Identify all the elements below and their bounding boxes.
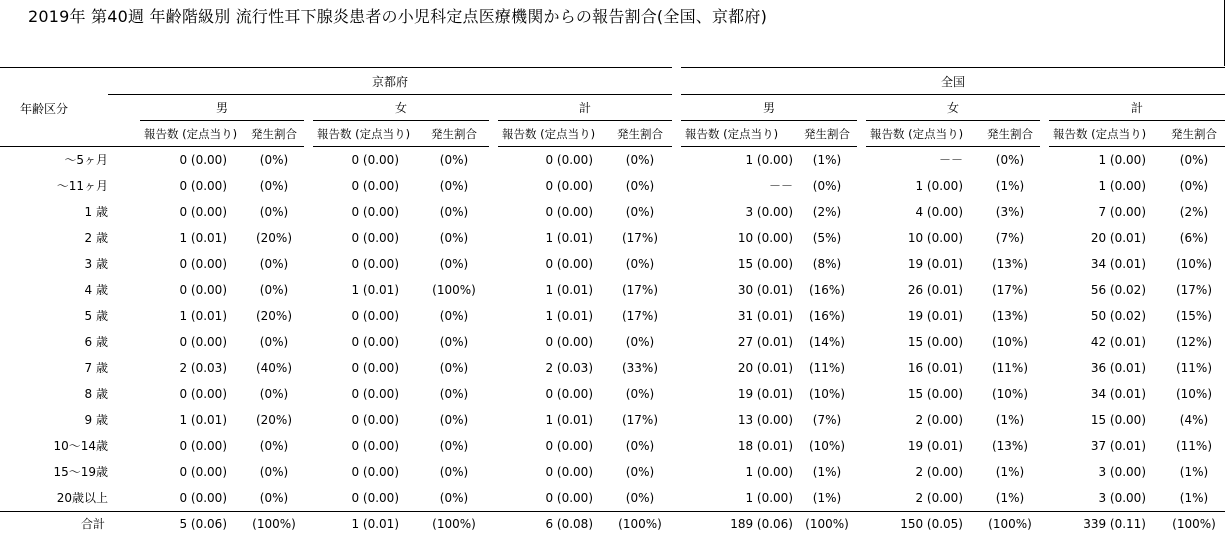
- table-row: [0, 459, 1225, 485]
- table-row: [0, 199, 1225, 225]
- ratio-cell: (0%): [995, 153, 1025, 167]
- ratio-cell: (0%): [439, 309, 469, 323]
- ratio-column-header: 発生割合: [987, 127, 1033, 141]
- report-count-cell: 0 (0.00): [179, 491, 227, 505]
- ratio-cell: (1%): [995, 179, 1025, 193]
- ratio-cell: (11%): [1175, 361, 1213, 375]
- report-count-cell: 10 (0.00): [907, 231, 963, 245]
- ratio-cell: (8%): [812, 257, 842, 271]
- report-count-cell: 3 (0.00): [1098, 491, 1146, 505]
- report-count-cell: 42 (0.01): [1090, 335, 1146, 349]
- ratio-cell: (0%): [259, 179, 289, 193]
- report-count-cell: 6 (0.08): [545, 517, 593, 531]
- report-count-cell: 0 (0.00): [545, 387, 593, 401]
- count-column-header: 報告数 (定点当り): [317, 127, 411, 141]
- region-underline: [108, 94, 672, 95]
- ratio-cell: (17%): [621, 309, 659, 323]
- count-column-header: 報告数 (定点当り): [870, 127, 964, 141]
- report-count-cell: 10 (0.00): [737, 231, 793, 245]
- report-count-cell: 0 (0.00): [351, 387, 399, 401]
- age-label: 15～19歳: [53, 465, 108, 479]
- report-count-cell: 0 (0.00): [351, 179, 399, 193]
- report-count-cell: 0 (0.00): [351, 361, 399, 375]
- report-count-cell: 0 (0.00): [545, 439, 593, 453]
- report-count-cell: 1 (0.01): [545, 413, 593, 427]
- report-count-cell: 1 (0.01): [545, 231, 593, 245]
- ratio-cell: (0%): [439, 387, 469, 401]
- ratio-cell: (0%): [259, 335, 289, 349]
- ratio-cell: (0%): [625, 179, 655, 193]
- report-count-cell: 15 (0.00): [907, 387, 963, 401]
- report-count-cell: 7 (0.00): [1098, 205, 1146, 219]
- ratio-cell: (11%): [808, 361, 846, 375]
- ratio-cell: (17%): [621, 231, 659, 245]
- age-label: 7 歳: [84, 361, 108, 375]
- report-count-cell: 3 (0.00): [1098, 465, 1146, 479]
- ratio-cell: (1%): [812, 465, 842, 479]
- report-count-cell: 0 (0.00): [545, 179, 593, 193]
- ratio-cell: (0%): [259, 439, 289, 453]
- report-count-cell: 19 (0.01): [907, 257, 963, 271]
- ratio-cell: (0%): [439, 231, 469, 245]
- report-count-cell: 0 (0.00): [351, 491, 399, 505]
- ratio-cell: (100%): [618, 517, 662, 531]
- ratio-cell: (15%): [1175, 309, 1213, 323]
- sex-header: 男: [215, 101, 228, 115]
- table-row: [0, 225, 1225, 251]
- report-count-cell: 0 (0.00): [351, 153, 399, 167]
- report-count-cell: 20 (0.01): [1090, 231, 1146, 245]
- table-row: [0, 173, 1225, 199]
- ratio-cell: (3%): [995, 205, 1025, 219]
- report-count-cell: 0 (0.00): [179, 283, 227, 297]
- ratio-cell: (0%): [439, 335, 469, 349]
- ratio-cell: (0%): [259, 257, 289, 271]
- report-count-cell: 1 (0.01): [179, 309, 227, 323]
- ratio-cell: (10%): [991, 335, 1029, 349]
- ratio-cell: (20%): [255, 231, 293, 245]
- table-row: [0, 303, 1225, 329]
- page-title: 2019年 第40週 年齢階級別 流行性耳下腺炎患者の小児科定点医療機関からの報告割合(全国、京都府): [28, 7, 768, 26]
- report-count-cell: 0 (0.00): [179, 335, 227, 349]
- ratio-cell: (100%): [1172, 517, 1216, 531]
- ratio-cell: (0%): [259, 465, 289, 479]
- table-row: [0, 329, 1225, 355]
- report-count-cell: 30 (0.01): [737, 283, 793, 297]
- ratio-cell: (0%): [439, 153, 469, 167]
- report-count-cell: 2 (0.00): [915, 465, 963, 479]
- age-label: 3 歳: [84, 257, 108, 271]
- ratio-cell: (17%): [621, 283, 659, 297]
- ratio-cell: (0%): [259, 153, 289, 167]
- report-count-cell: 18 (0.01): [737, 439, 793, 453]
- count-column-header: 報告数 (定点当り): [1053, 127, 1147, 141]
- ratio-cell: (10%): [808, 439, 846, 453]
- report-count-cell: 0 (0.00): [545, 335, 593, 349]
- ratio-cell: (0%): [812, 179, 842, 193]
- sex-header: 計: [578, 101, 591, 115]
- header-top-rule: [0, 67, 672, 68]
- total-row: [0, 511, 1225, 537]
- sex-underline: [1049, 120, 1225, 121]
- ratio-cell: (0%): [259, 205, 289, 219]
- ratio-cell: (0%): [625, 335, 655, 349]
- report-count-cell: 31 (0.01): [737, 309, 793, 323]
- report-count-cell: 0 (0.00): [545, 465, 593, 479]
- ratio-column-header: 発生割合: [431, 127, 477, 141]
- ratio-cell: (6%): [1179, 231, 1209, 245]
- report-count-cell: 37 (0.01): [1090, 439, 1146, 453]
- header-top-rule: [681, 67, 1225, 68]
- report-count-cell: 0 (0.00): [179, 465, 227, 479]
- age-label: 8 歳: [84, 387, 108, 401]
- report-count-cell: 13 (0.00): [737, 413, 793, 427]
- sex-underline: [140, 120, 304, 121]
- ratio-cell: (7%): [995, 231, 1025, 245]
- report-count-cell: 0 (0.00): [179, 205, 227, 219]
- ratio-cell: (20%): [255, 309, 293, 323]
- ratio-cell: (0%): [625, 257, 655, 271]
- report-count-cell: 1 (0.01): [351, 283, 399, 297]
- ratio-column-header: 発生割合: [251, 127, 297, 141]
- report-count-cell: 1 (0.00): [915, 179, 963, 193]
- report-count-cell: 0 (0.00): [351, 439, 399, 453]
- report-count-cell: 0 (0.00): [179, 387, 227, 401]
- sex-header: 女: [946, 101, 959, 115]
- report-count-cell: 15 (0.00): [737, 257, 793, 271]
- report-count-cell: 15 (0.00): [907, 335, 963, 349]
- report-count-cell: 4 (0.00): [915, 205, 963, 219]
- ratio-cell: (17%): [621, 413, 659, 427]
- age-label: 1 歳: [84, 205, 108, 219]
- report-count-cell: 2 (0.03): [179, 361, 227, 375]
- ratio-cell: (1%): [995, 465, 1025, 479]
- report-count-cell: 1 (0.00): [745, 153, 793, 167]
- ratio-cell: (0%): [625, 387, 655, 401]
- report-count-cell: 0 (0.00): [351, 231, 399, 245]
- report-count-cell: －－: [768, 179, 793, 193]
- table-row: [0, 381, 1225, 407]
- ratio-cell: (100%): [988, 517, 1032, 531]
- ratio-cell: (0%): [439, 205, 469, 219]
- ratio-cell: (1%): [812, 491, 842, 505]
- age-label: 20歳以上: [56, 491, 108, 505]
- report-count-cell: 19 (0.01): [907, 439, 963, 453]
- report-count-cell: 0 (0.00): [351, 257, 399, 271]
- report-count-cell: 16 (0.01): [907, 361, 963, 375]
- sex-header: 計: [1130, 101, 1143, 115]
- ratio-cell: (0%): [439, 439, 469, 453]
- total-top-rule: [0, 511, 1225, 512]
- ratio-column-header: 発生割合: [617, 127, 663, 141]
- ratio-cell: (0%): [439, 179, 469, 193]
- report-count-cell: 1 (0.00): [1098, 153, 1146, 167]
- ratio-cell: (0%): [625, 153, 655, 167]
- table-row: [0, 147, 1225, 173]
- ratio-cell: (4%): [1179, 413, 1209, 427]
- ratio-cell: (1%): [1179, 491, 1209, 505]
- ratio-cell: (20%): [255, 413, 293, 427]
- report-count-cell: 1 (0.00): [1098, 179, 1146, 193]
- report-count-cell: 0 (0.00): [179, 179, 227, 193]
- report-count-cell: 56 (0.02): [1090, 283, 1146, 297]
- count-column-header: 報告数 (定点当り): [502, 127, 596, 141]
- report-count-cell: 2 (0.03): [545, 361, 593, 375]
- sex-header: 女: [394, 101, 407, 115]
- ratio-cell: (0%): [625, 205, 655, 219]
- count-column-header: 報告数 (定点当り): [685, 127, 779, 141]
- report-count-cell: 20 (0.01): [737, 361, 793, 375]
- ratio-cell: (7%): [812, 413, 842, 427]
- ratio-cell: (0%): [439, 257, 469, 271]
- ratio-cell: (0%): [439, 413, 469, 427]
- ratio-cell: (0%): [439, 465, 469, 479]
- report-count-cell: 1 (0.01): [179, 231, 227, 245]
- report-count-cell: 0 (0.00): [351, 465, 399, 479]
- ratio-cell: (2%): [1179, 205, 1209, 219]
- report-count-cell: 0 (0.00): [179, 257, 227, 271]
- report-count-cell: 339 (0.11): [1083, 517, 1146, 531]
- report-count-cell: 26 (0.01): [907, 283, 963, 297]
- report-count-cell: 150 (0.05): [900, 517, 963, 531]
- ratio-cell: (10%): [1175, 387, 1213, 401]
- report-count-cell: 0 (0.00): [351, 413, 399, 427]
- report-count-cell: 19 (0.01): [737, 387, 793, 401]
- ratio-cell: (0%): [1179, 153, 1209, 167]
- ratio-cell: (0%): [625, 465, 655, 479]
- ratio-cell: (13%): [991, 309, 1029, 323]
- ratio-cell: (40%): [255, 361, 293, 375]
- count-column-header: 報告数 (定点当り): [144, 127, 238, 141]
- report-count-cell: 5 (0.06): [179, 517, 227, 531]
- age-label: ～11ヶ月: [56, 179, 108, 193]
- ratio-column-header: 発生割合: [1171, 127, 1217, 141]
- report-count-cell: 0 (0.00): [545, 205, 593, 219]
- report-count-cell: 2 (0.00): [915, 491, 963, 505]
- ratio-cell: (0%): [439, 361, 469, 375]
- ratio-cell: (11%): [1175, 439, 1213, 453]
- ratio-cell: (11%): [991, 361, 1029, 375]
- report-count-cell: 34 (0.01): [1090, 387, 1146, 401]
- sex-underline: [866, 120, 1040, 121]
- sex-header: 男: [762, 101, 775, 115]
- ratio-cell: (0%): [259, 491, 289, 505]
- table-row: [0, 251, 1225, 277]
- ratio-cell: (16%): [808, 309, 846, 323]
- report-count-cell: 1 (0.01): [351, 517, 399, 531]
- ratio-cell: (100%): [432, 283, 476, 297]
- ratio-cell: (33%): [621, 361, 659, 375]
- ratio-cell: (13%): [991, 439, 1029, 453]
- ratio-cell: (14%): [808, 335, 846, 349]
- report-count-cell: －－: [938, 153, 963, 167]
- report-count-cell: 0 (0.00): [545, 153, 593, 167]
- report-count-cell: 1 (0.00): [745, 491, 793, 505]
- age-label: 合計: [80, 517, 105, 531]
- ratio-cell: (1%): [812, 153, 842, 167]
- report-count-cell: 1 (0.01): [545, 283, 593, 297]
- report-count-cell: 0 (0.00): [545, 491, 593, 505]
- report-count-cell: 1 (0.01): [179, 413, 227, 427]
- ratio-cell: (5%): [812, 231, 842, 245]
- report-count-cell: 19 (0.01): [907, 309, 963, 323]
- report-count-cell: 36 (0.01): [1090, 361, 1146, 375]
- ratio-cell: (10%): [991, 387, 1029, 401]
- table-row: [0, 407, 1225, 433]
- region-underline: [681, 94, 1225, 95]
- region-header-kyoto: 京都府: [371, 75, 408, 89]
- report-count-cell: 1 (0.01): [545, 309, 593, 323]
- ratio-cell: (0%): [625, 439, 655, 453]
- table-row: [0, 485, 1225, 511]
- ratio-cell: (10%): [1175, 257, 1213, 271]
- age-label: 5 歳: [84, 309, 108, 323]
- ratio-cell: (0%): [625, 491, 655, 505]
- report-count-cell: 34 (0.01): [1090, 257, 1146, 271]
- ratio-cell: (1%): [1179, 465, 1209, 479]
- report-count-cell: 1 (0.00): [745, 465, 793, 479]
- report-count-cell: 27 (0.01): [737, 335, 793, 349]
- age-label: 10～14歳: [53, 439, 108, 453]
- report-count-cell: 0 (0.00): [179, 439, 227, 453]
- ratio-cell: (1%): [995, 491, 1025, 505]
- age-column-header: 年齢区分: [20, 102, 69, 116]
- sex-underline: [313, 120, 489, 121]
- table-row: [0, 433, 1225, 459]
- age-label: ～5ヶ月: [64, 153, 108, 167]
- report-count-cell: 2 (0.00): [915, 413, 963, 427]
- report-count-cell: 0 (0.00): [545, 257, 593, 271]
- report-count-cell: 0 (0.00): [351, 309, 399, 323]
- ratio-cell: (0%): [259, 387, 289, 401]
- report-count-cell: 0 (0.00): [179, 153, 227, 167]
- sex-underline: [681, 120, 857, 121]
- table-row: [0, 355, 1225, 381]
- ratio-cell: (17%): [991, 283, 1029, 297]
- report-count-cell: 50 (0.02): [1090, 309, 1146, 323]
- age-label: 2 歳: [84, 231, 108, 245]
- ratio-cell: (16%): [808, 283, 846, 297]
- report-count-cell: 0 (0.00): [351, 205, 399, 219]
- table-row: [0, 277, 1225, 303]
- ratio-cell: (100%): [805, 517, 849, 531]
- sex-underline: [498, 120, 672, 121]
- ratio-cell: (100%): [432, 517, 476, 531]
- report-count-cell: 15 (0.00): [1090, 413, 1146, 427]
- ratio-cell: (13%): [991, 257, 1029, 271]
- age-label: 6 歳: [84, 335, 108, 349]
- ratio-cell: (0%): [1179, 179, 1209, 193]
- age-label: 9 歳: [84, 413, 108, 427]
- age-label: 4 歳: [84, 283, 108, 297]
- ratio-cell: (2%): [812, 205, 842, 219]
- report-count-cell: 189 (0.06): [730, 517, 793, 531]
- region-header-national: 全国: [940, 75, 965, 89]
- ratio-cell: (17%): [1175, 283, 1213, 297]
- report-count-cell: 3 (0.00): [745, 205, 793, 219]
- ratio-cell: (100%): [252, 517, 296, 531]
- report-count-cell: 0 (0.00): [351, 335, 399, 349]
- ratio-cell: (10%): [808, 387, 846, 401]
- ratio-cell: (0%): [259, 283, 289, 297]
- ratio-cell: (0%): [439, 491, 469, 505]
- ratio-cell: (1%): [995, 413, 1025, 427]
- ratio-column-header: 発生割合: [804, 127, 850, 141]
- ratio-cell: (12%): [1175, 335, 1213, 349]
